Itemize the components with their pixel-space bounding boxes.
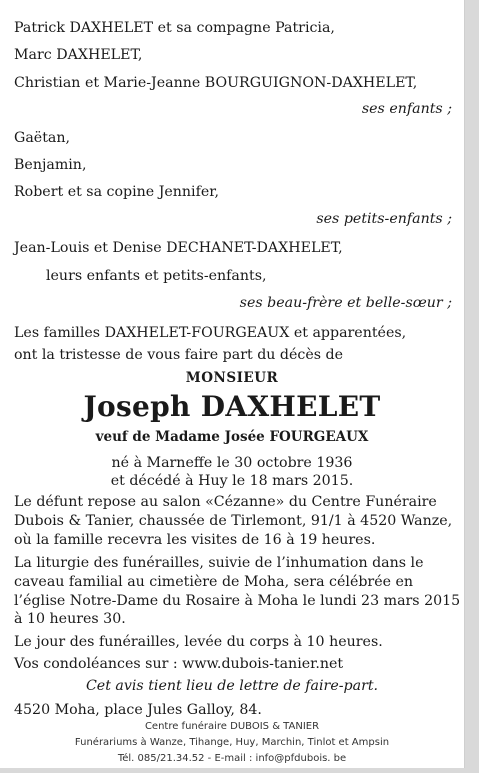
grandchild-line-1: Gaëtan, [14, 130, 70, 146]
rest-line-1: Le défunt repose au salon «Cézanne» du Centre Funéraire [14, 494, 437, 510]
inlaws-line-2: leurs enfants et petits-enfants, [46, 268, 267, 284]
liturgy-line-4: à 10 heures 30. [14, 611, 126, 627]
rest-line-3: où la famille recevra les visites de 16 à 19 heures. [14, 532, 376, 548]
child-line-3: Christian et Marie-Jeanne BOURGUIGNON-DAXHELET, [14, 75, 418, 91]
rest-line-2: Dubois & Tanier, chaussée de Tirlemont, 91/1 à 4520 Wanze, [14, 513, 453, 529]
inlaws-caption: ses beau-frère et belle-sœur ; [239, 295, 452, 311]
liturgy-line-3: l’église Notre-Dame du Rosaire à Moha le lundi 23 mars 2015 [14, 593, 461, 609]
families-line-2: ont la tristesse de vous faire part du décès de [14, 347, 344, 363]
levee-line: Le jour des funérailles, levée du corps à 10 heures. [14, 634, 383, 650]
footer-line-3: Tél. 085/21.34.52 - E-mail : info@pfdubois. be [117, 753, 347, 764]
children-caption: ses enfants ; [361, 101, 452, 117]
death-line: et décédé à Huy le 18 mars 2015. [110, 473, 354, 489]
child-line-1: Patrick DAXHELET et sa compagne Patricia, [14, 20, 335, 36]
grandchild-line-3: Robert et sa copine Jennifer, [14, 184, 219, 200]
grandchild-line-2: Benjamin, [14, 157, 87, 173]
widower-of: veuf de Madame Josée FOURGEAUX [95, 429, 369, 445]
footer-line-1: Centre funéraire DUBOIS & TANIER [144, 721, 320, 732]
footer-line-2: Funérariums à Wanze, Tihange, Huy, Marchin, Tinlot et Ampsin [74, 737, 390, 748]
families-line-1: Les familles DAXHELET-FOURGEAUX et apparentées, [14, 325, 407, 341]
child-line-2: Marc DAXHELET, [14, 47, 143, 63]
deceased-name: Joseph DAXHELET [83, 390, 381, 423]
birth-line: né à Marneffe le 30 octobre 1936 [111, 455, 353, 471]
address-line: 4520 Moha, place Jules Galloy, 84. [14, 702, 262, 718]
inlaws-line-1: Jean-Louis et Denise DECHANET-DAXHELET, [14, 240, 343, 256]
grandchildren-caption: ses petits-enfants ; [316, 211, 452, 227]
liturgy-line-2: caveau familial au cimetière de Moha, sera célébrée en [14, 574, 414, 590]
honorific: MONSIEUR [185, 370, 279, 386]
notice-line: Cet avis tient lieu de lettre de faire-part. [85, 678, 379, 694]
liturgy-line-1: La liturgie des funérailles, suivie de l’inhumation dans le [14, 555, 424, 571]
condolences-line: Vos condoléances sur : www.dubois-tanier.net [14, 656, 344, 672]
